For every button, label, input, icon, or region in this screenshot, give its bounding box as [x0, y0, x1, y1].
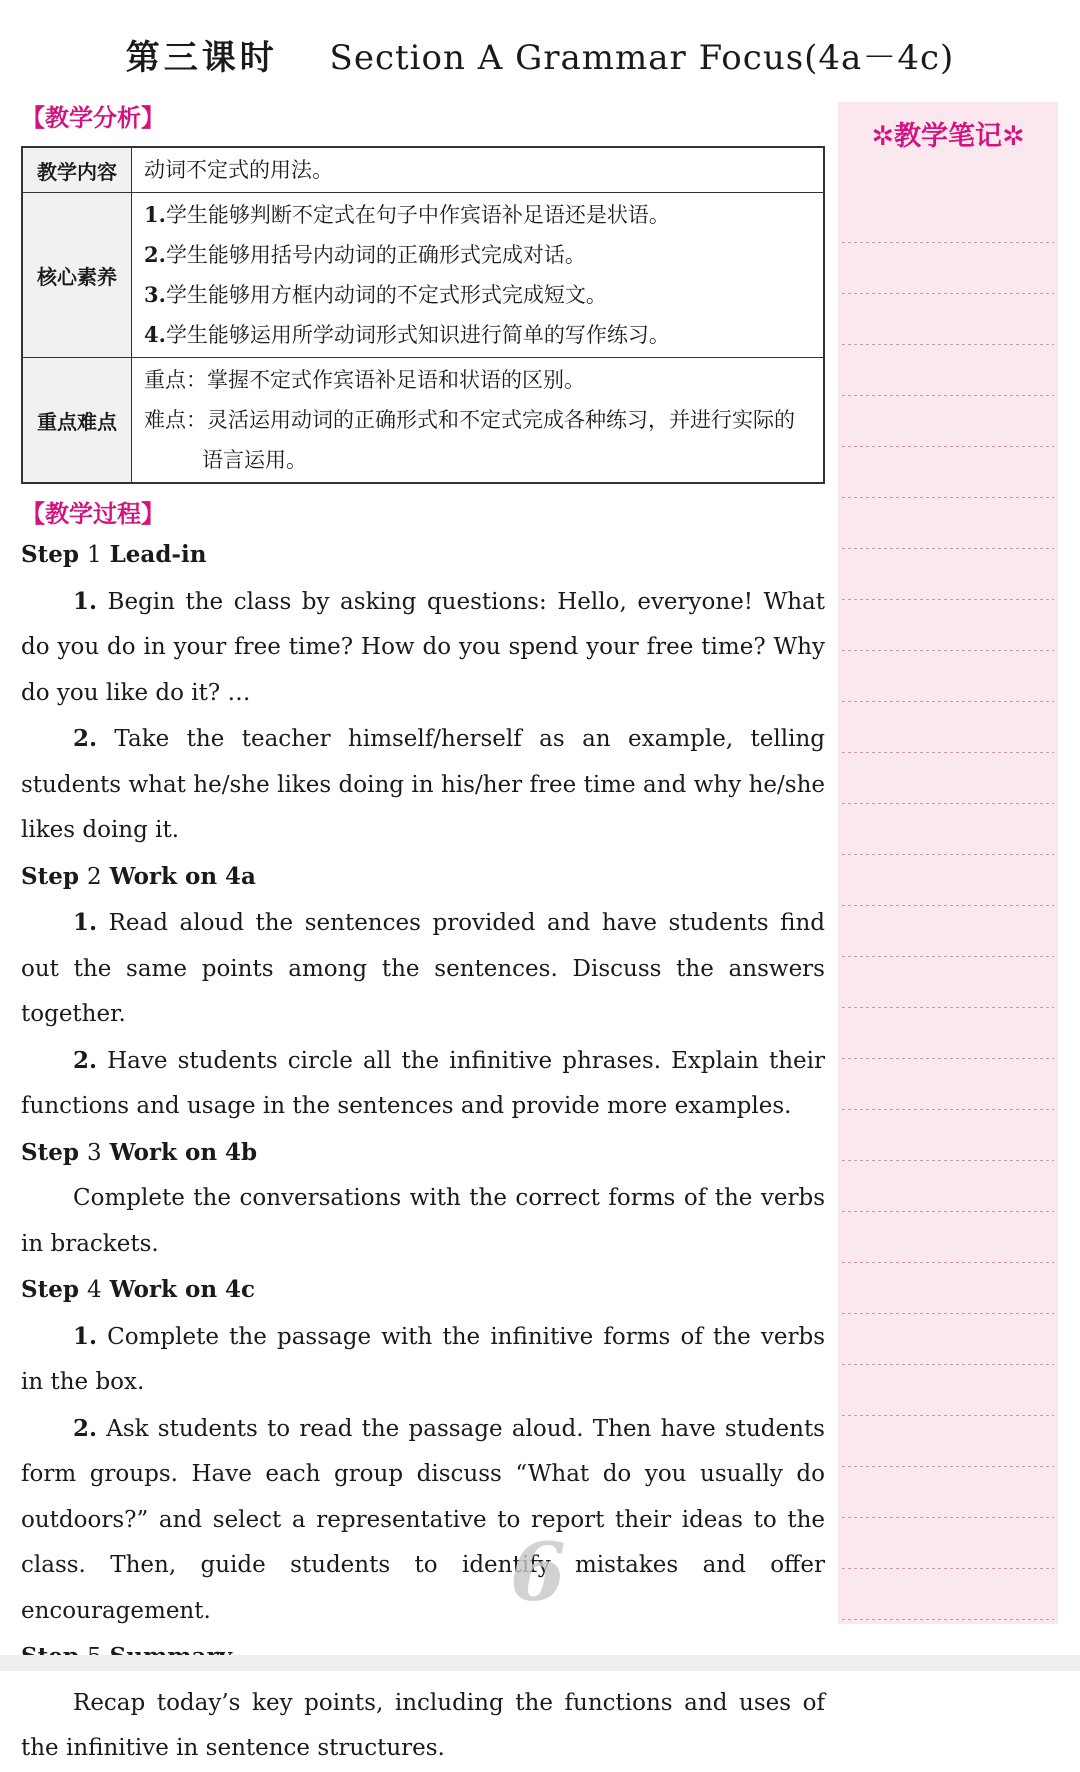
page-number: 6	[510, 1525, 566, 1619]
step-heading: Step 1 Lead-in	[21, 541, 207, 568]
bottom-strip	[0, 1655, 1080, 1671]
analysis-heading: 【教学分析】	[21, 104, 165, 132]
content-text: 动词不定式的用法。	[132, 147, 825, 193]
table-row	[22, 358, 824, 484]
table-row	[22, 193, 824, 358]
steps	[21, 532, 825, 1772]
page-title	[0, 30, 1080, 79]
notes-lines	[842, 192, 1054, 1624]
core-items	[132, 193, 825, 358]
list-item: 2.学生能够用括号内动词的正确形式完成对话。	[144, 242, 586, 267]
step-paragraph: 2. Ask students to read the passage aloud. Then have students form groups. Have each group discuss “What do you usually do outdoors?” and select a representative to report their ideas to the class. Then, guide students to identify mistakes and offer encouragement.	[21, 1414, 825, 1624]
table-row	[22, 147, 824, 193]
step-heading: Step 2 Work on 4a	[21, 862, 256, 890]
notes-sidebar	[838, 102, 1058, 1624]
core-label: 核心素养	[22, 193, 132, 358]
section-title: Section A Grammar Focus(4a－4c)	[329, 38, 955, 78]
list-item: 4.学生能够运用所学动词形式知识进行简单的写作练习。	[144, 322, 670, 347]
step-paragraph: 2. Have students circle all the infinitive phrases. Explain their functions and usage in the sentences and provide more examples.	[21, 1046, 825, 1119]
step-paragraph: Complete the conversations with the correct forms of the verbs in brackets.	[21, 1185, 825, 1257]
difficulty-text: 难点：灵活运用动词的正确形式和不定式完成各种练习，并进行实际的语言运用。	[144, 408, 795, 472]
lesson-label: 第三课时	[125, 38, 278, 78]
list-item: 3.学生能够用方框内动词的不定式形式完成短文。	[144, 282, 607, 307]
step-paragraph: 1. Read aloud the sentences provided and have students find out the same points among the sentences. Discuss the answers together.	[21, 909, 825, 1027]
focus-text: 重点：掌握不定式作宾语补足语和状语的区别。	[144, 368, 585, 392]
step-heading: Step 3 Work on 4b	[21, 1138, 258, 1166]
step-paragraph: 1. Begin the class by asking questions: Hello, everyone! What do you do in your free time? How do you spend your free time? Why do you like do it? …	[21, 587, 825, 706]
key-label: 重点难点	[22, 358, 132, 484]
main-content	[21, 100, 825, 1772]
analysis-table	[21, 146, 825, 484]
process-heading: 【教学过程】	[21, 500, 165, 528]
key-points	[132, 358, 825, 484]
step-paragraph: 2. Take the teacher himself/herself as an example, telling students what he/she likes doing in his/her free time and why he/she likes doing it.	[21, 725, 825, 843]
content-label: 教学内容	[22, 147, 132, 193]
list-item: 1.学生能够判断不定式在句子中作宾语补足语还是状语。	[144, 202, 670, 227]
notes-title: ✲教学笔记✲	[871, 121, 1025, 152]
step-heading: Step 4 Work on 4c	[21, 1276, 256, 1303]
step-paragraph: 1. Complete the passage with the infinitive forms of the verbs in the box.	[21, 1322, 825, 1395]
step-paragraph: Recap today’s key points, including the functions and uses of the infinitive in sentence structures.	[21, 1689, 825, 1761]
